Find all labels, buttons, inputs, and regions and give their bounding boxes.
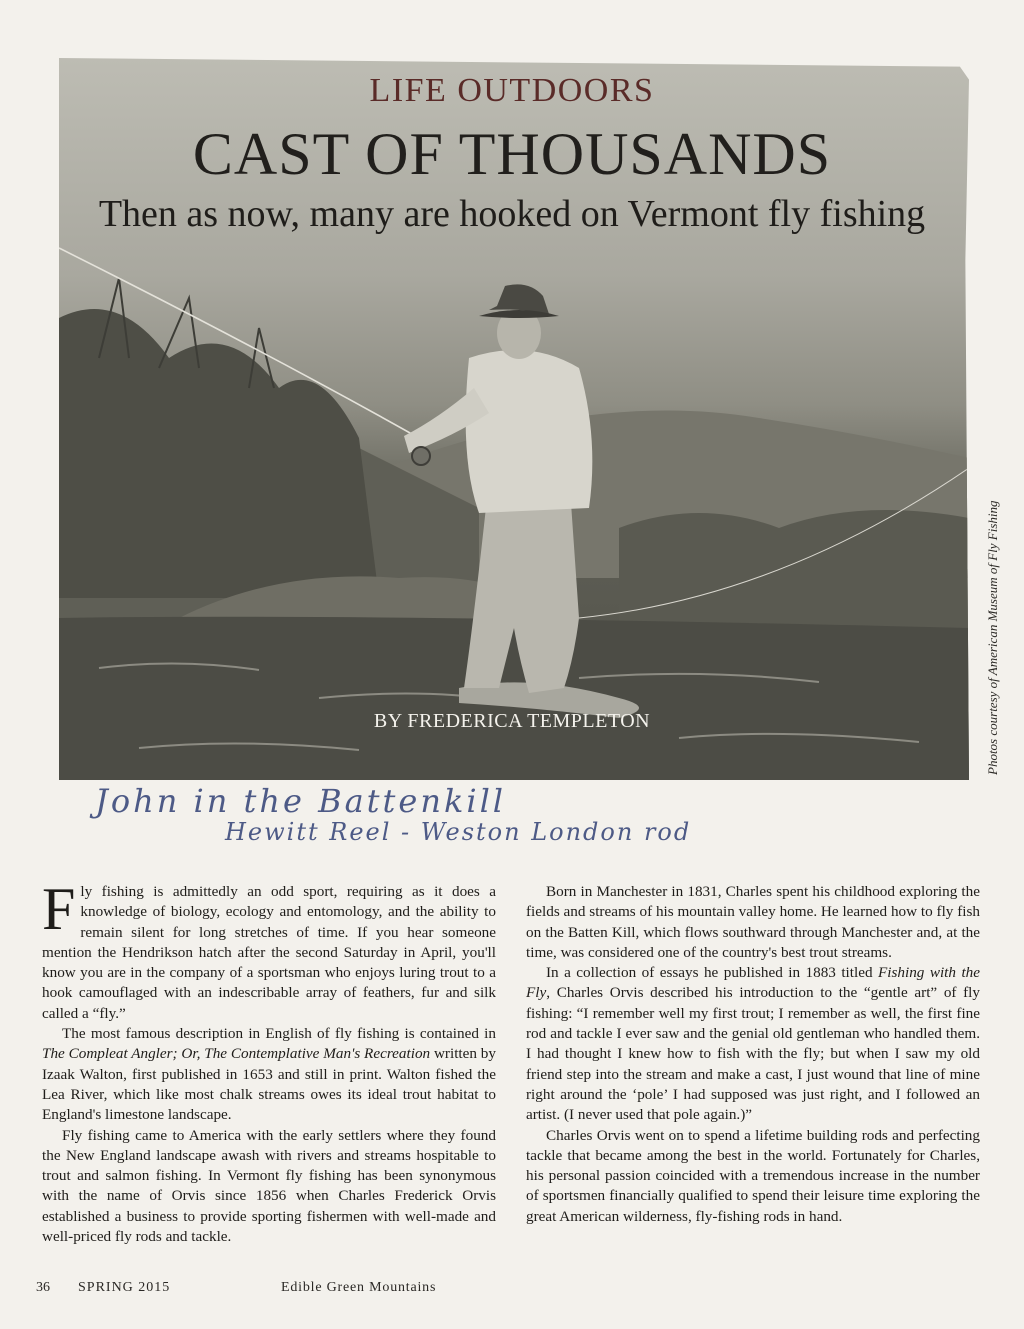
handwritten-caption-line1: John in the Battenkill <box>95 782 507 820</box>
page-number: 36 <box>36 1280 50 1295</box>
article-headline: CAST OF THOUSANDS <box>192 121 832 187</box>
photo-credit: Photos courtesy of American Museum of Fly Fishing <box>985 500 1000 775</box>
article-column-left <box>42 876 496 1247</box>
paragraph-text: In a collection of essays he published in 1883 titled <box>546 964 878 982</box>
book-title: Fishing with the Fly <box>526 964 980 1002</box>
magazine-name: Edible Green Mountains <box>281 1280 437 1295</box>
section-kicker: LIFE OUTDOORS <box>369 72 655 109</box>
paragraph: Born in Manchester in 1831, Charles spent his childhood exploring the fields and streams of his mountain valley home. He learned how to fly fish on the Batten Kill, which flows southward through Manchester and, at the time, was considered one of the country's best trout streams. <box>526 883 980 961</box>
drop-cap: F <box>42 876 76 942</box>
book-title: The Compleat Angler; Or, The Contemplative Man's Recreation <box>42 1045 431 1063</box>
paragraph-text: ly fishing is admittedly an odd sport, requiring as it does a knowledge of biology, ecology and entomology, and the ability to remain silent for long stretches of time. If you hear someone mention the Hendrikson hatch after the second Saturday in April, you'll know you are in the company of a sportsman who enjoys luring trout to a hook camouflaged with an indescribable array of feathers, fur and silk called a “fly.” <box>42 883 496 1022</box>
article-column-right <box>526 882 980 1227</box>
paragraph: Charles Orvis went on to spend a lifetime building rods and perfecting tackle that became among the best in the world. Fortunately for Charles, his personal passion coincided with a tremendous increase in the number of sportsmen financially qualified to spend their leisure time exploring the great American wilderness, fly-fishing rods in hand. <box>526 1126 980 1225</box>
handwritten-caption-line2: Hewitt Reel - Weston London rod <box>225 818 692 846</box>
paragraph-text: written by Izaak Walton, first published in 1653 and still in print. Walton fished the Lea River, which like most chalk streams owes its ideal trout habitat to England's limestone landscape. <box>42 1045 496 1124</box>
paragraph-text: The most famous description in English of fly fishing is contained in <box>62 1025 496 1043</box>
article-subhead: Then as now, many are hooked on Vermont fly fishing <box>98 193 926 235</box>
paragraph <box>42 876 496 1024</box>
article-byline: BY FREDERICA TEMPLETON <box>373 710 651 732</box>
paragraph-text: , Charles Orvis described his introduction to the “gentle art” of fly fishing: “I remember well my first trout; I remember as well, the first fine rod and tackle I ever saw and the genial old gentleman who handled them. I had thought I knew how to fish with the fly; but when I saw my old friend step into the stream and make a cast, I just wound that line of mine right around the ‘pole’ I had supposed was just right, and I followed an artist. (I never used that pole again.)” <box>526 984 980 1124</box>
issue-label: SPRING 2015 <box>78 1280 171 1295</box>
paragraph <box>526 963 980 1125</box>
paragraph: Fly fishing came to America with the early settlers where they found the New England landscape awash with rivers and streams hospitable to trout and salmon fishing. In Vermont fly fishing has been synonymous with the name of Orvis since 1856 when Charles Frederick Orvis established a business to provide sporting fishermen with well-made and well-priced fly rods and tackle. <box>42 1126 496 1246</box>
paragraph <box>42 1024 496 1125</box>
